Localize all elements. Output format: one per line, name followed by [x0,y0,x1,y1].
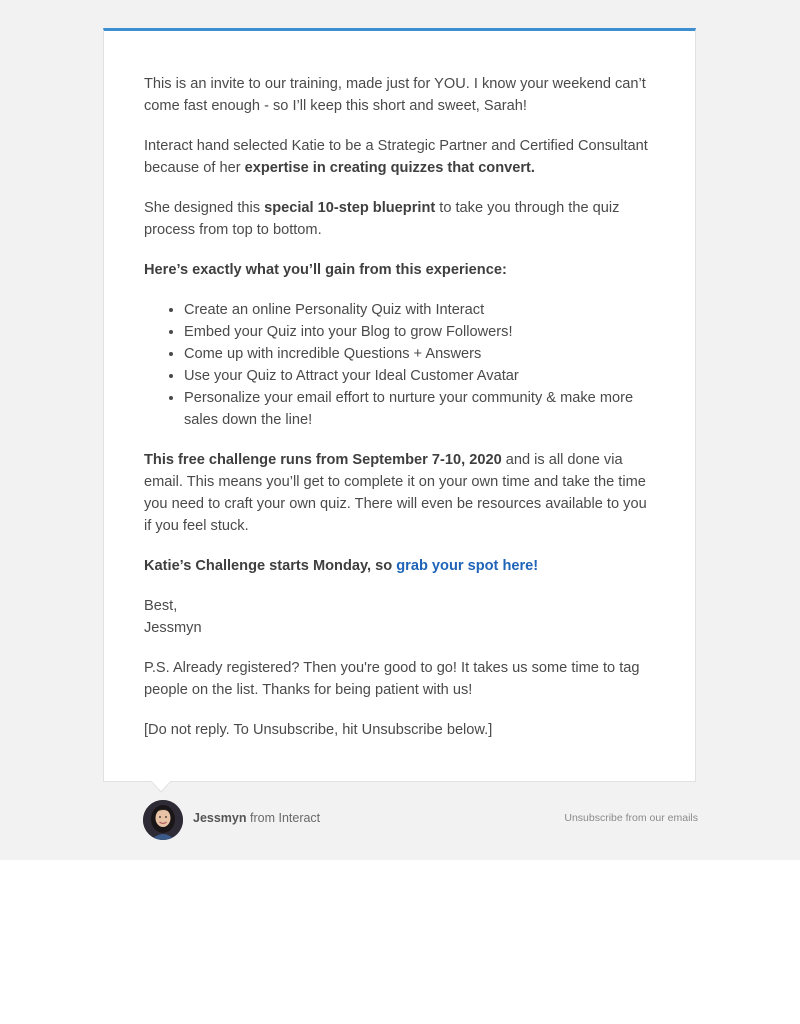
gain-heading-text: Here’s exactly what you’ll gain from this experience: [144,262,507,278]
sender-name: Jessmyn [193,811,247,825]
noreply-paragraph: [Do not reply. To Unsubscribe, hit Unsubscribe below.] [144,722,493,738]
challenge-bold: This free challenge runs from September 7-10, 2020 [144,452,502,468]
cta-paragraph [144,555,656,577]
benefit-item: • Personalize your email effort to nurture your community & make more sales down the line! [184,387,656,431]
partner-text: Interact hand selected Katie to be a Strategic Partner and Certified Consultant because of her [144,138,648,176]
benefit-item: • Use your Quiz to Attract your Ideal Customer Avatar [184,365,656,387]
sender-org: from Interact [250,811,321,825]
blueprint-post: to take you through the quiz process from top to bottom. [144,200,620,238]
challenge-paragraph [144,449,656,537]
card-pointer [151,781,171,793]
ps-paragraph: P.S. Already registered? Then you're good to go! It takes us some time to tag people on the list. Thanks for being patient with us! [144,660,640,698]
blueprint-pre: She designed this [144,200,261,216]
benefit-item: • Come up with incredible Questions + Answers [184,343,656,365]
signoff: Best, [144,598,178,614]
sender-line [193,811,320,825]
signoff-block [144,595,656,639]
avatar-portrait-icon [143,800,183,840]
signature: Jessmyn [144,620,202,636]
intro-paragraph: This is an invite to our training, made just for YOU. I know your weekend can’t come fast enough - so I’ll keep this short and sweet, Sarah! [144,76,646,114]
blueprint-bold: special 10-step blueprint [264,200,436,216]
grab-spot-link[interactable]: grab your spot here! [396,558,539,574]
unsubscribe-link[interactable]: Unsubscribe from our emails [564,812,698,824]
sender-avatar [143,800,183,840]
email-body [144,73,656,759]
partner-bold: expertise in creating quizzes that convert. [244,160,535,176]
partner-paragraph [144,135,656,179]
cta-bold: Katie’s Challenge starts Monday, so [144,558,393,574]
challenge-text: and is all done via email. This means you’ll get to complete it on your own time and take the time you need to craft your own quiz. There will even be resources available to you if you feel stuck. [144,452,647,534]
gain-heading [144,259,656,281]
benefit-item: • Embed your Quiz into your Blog to grow Followers! [184,321,656,343]
benefit-item: • Create an online Personality Quiz with Interact [184,299,656,321]
email-card [103,28,696,782]
blueprint-paragraph [144,197,656,241]
email-footer [143,800,698,840]
benefits-list [144,299,656,431]
